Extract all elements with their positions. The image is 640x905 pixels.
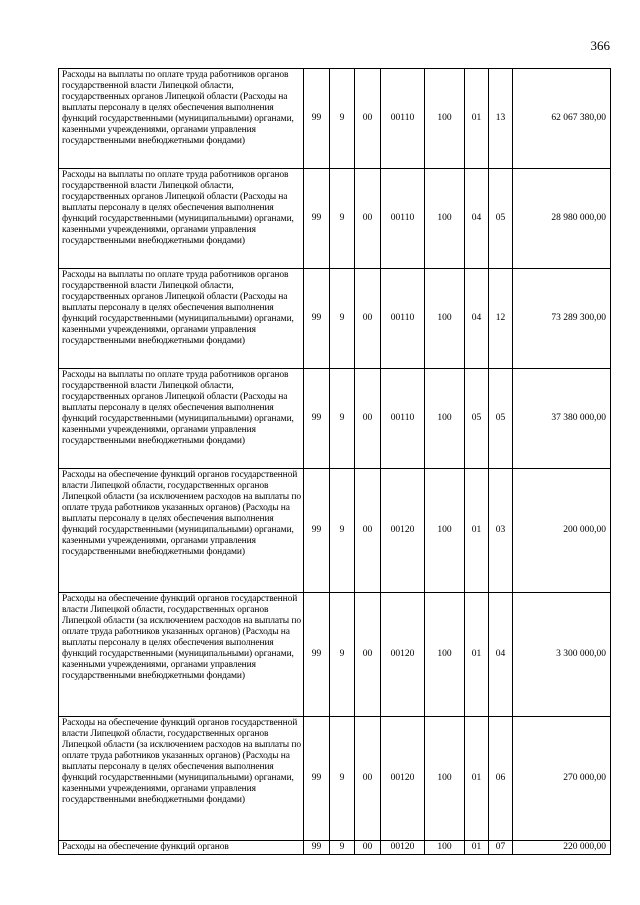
expense-type-code: 100 (425, 717, 465, 841)
row-description: Расходы на обеспечение функций органов государственной власти Липецкой области, государственных органов Липецкой области (за исключением расходов на выплаты по оплате труда работников указанных органов) (Расходы на выплаты персоналу в целях обеспечения выполнения функций государственными (муниципальными) органами, казенными учреждениями, органами управления государственными внебюджетными фондами) (59, 717, 304, 841)
subprogram-code: 9 (330, 593, 355, 717)
direction-code: 00120 (381, 593, 425, 717)
direction-code: 00110 (381, 369, 425, 469)
subprogram-code: 9 (330, 841, 355, 855)
direction-code: 00110 (381, 169, 425, 269)
subprogram-code: 9 (330, 717, 355, 841)
table-row (59, 841, 611, 855)
row-description: Расходы на обеспечение функций органов государственной власти Липецкой области, государственных органов Липецкой области (за исключением расходов на выплаты по оплате труда работников указанных органов) (Расходы на выплаты персоналу в целях обеспечения выполнения функций государственными (муниципальными) органами, казенными учреждениями, органами управления государственными внебюджетными фондами) (59, 469, 304, 593)
amount: 3 300 000,00 (513, 593, 611, 717)
table-row (59, 69, 611, 169)
amount: 37 380 000,00 (513, 369, 611, 469)
table-row (59, 593, 611, 717)
main-event-code: 00 (355, 69, 381, 169)
main-event-code: 00 (355, 269, 381, 369)
subprogram-code: 9 (330, 169, 355, 269)
subsection-code: 03 (489, 469, 513, 593)
subprogram-code: 9 (330, 69, 355, 169)
amount: 28 980 000,00 (513, 169, 611, 269)
program-code: 99 (304, 469, 330, 593)
program-code: 99 (304, 69, 330, 169)
program-code: 99 (304, 269, 330, 369)
main-event-code: 00 (355, 841, 381, 855)
main-event-code: 00 (355, 717, 381, 841)
subprogram-code: 9 (330, 369, 355, 469)
program-code: 99 (304, 717, 330, 841)
subprogram-code: 9 (330, 469, 355, 593)
subsection-code: 05 (489, 369, 513, 469)
main-event-code: 00 (355, 469, 381, 593)
expense-type-code: 100 (425, 169, 465, 269)
direction-code: 00110 (381, 69, 425, 169)
main-event-code: 00 (355, 169, 381, 269)
page-number: 366 (590, 38, 610, 53)
row-description: Расходы на обеспечение функций органов (59, 841, 304, 855)
program-code: 99 (304, 369, 330, 469)
main-event-code: 00 (355, 369, 381, 469)
expense-type-code: 100 (425, 469, 465, 593)
expense-type-code: 100 (425, 69, 465, 169)
table-row (59, 469, 611, 593)
row-description: Расходы на обеспечение функций органов государственной власти Липецкой области, государственных органов Липецкой области (за исключением расходов на выплаты по оплате труда работников указанных органов) (Расходы на выплаты персоналу в целях обеспечения выполнения функций государственными (муниципальными) органами, казенными учреждениями, органами управления государственными внебюджетными фондами) (59, 593, 304, 717)
amount: 62 067 380,00 (513, 69, 611, 169)
table-row (59, 269, 611, 369)
row-description: Расходы на выплаты по оплате труда работников органов государственной власти Липецкой области, государственных органов Липецкой области (Расходы на выплаты персоналу в целях обеспечения выполнения функций государственными (муниципальными) органами, казенными учреждениями, органами управления государственными внебюджетными фондами) (59, 269, 304, 369)
subsection-code: 04 (489, 593, 513, 717)
subsection-code: 05 (489, 169, 513, 269)
amount: 270 000,00 (513, 717, 611, 841)
section-code: 01 (465, 469, 489, 593)
main-event-code: 00 (355, 593, 381, 717)
direction-code: 00120 (381, 717, 425, 841)
direction-code: 00120 (381, 841, 425, 855)
expense-type-code: 100 (425, 593, 465, 717)
section-code: 01 (465, 593, 489, 717)
program-code: 99 (304, 593, 330, 717)
expense-type-code: 100 (425, 369, 465, 469)
expense-type-code: 100 (425, 841, 465, 855)
subsection-code: 06 (489, 717, 513, 841)
amount: 200 000,00 (513, 469, 611, 593)
section-code: 01 (465, 717, 489, 841)
section-code: 01 (465, 841, 489, 855)
section-code: 04 (465, 169, 489, 269)
table-row (59, 717, 611, 841)
section-code: 04 (465, 269, 489, 369)
row-description: Расходы на выплаты по оплате труда работников органов государственной власти Липецкой области, государственных органов Липецкой области (Расходы на выплаты персоналу в целях обеспечения выполнения функций государственными (муниципальными) органами, казенными учреждениями, органами управления государственными внебюджетными фондами) (59, 169, 304, 269)
subprogram-code: 9 (330, 269, 355, 369)
table-row (59, 169, 611, 269)
direction-code: 00110 (381, 269, 425, 369)
subsection-code: 12 (489, 269, 513, 369)
amount: 220 000,00 (513, 841, 611, 855)
direction-code: 00120 (381, 469, 425, 593)
amount: 73 289 300,00 (513, 269, 611, 369)
budget-table (58, 68, 611, 855)
table-row (59, 369, 611, 469)
row-description: Расходы на выплаты по оплате труда работников органов государственной власти Липецкой области, государственных органов Липецкой области (Расходы на выплаты персоналу в целях обеспечения выполнения функций государственными (муниципальными) органами, казенными учреждениями, органами управления государственными внебюджетными фондами) (59, 69, 304, 169)
subsection-code: 13 (489, 69, 513, 169)
section-code: 05 (465, 369, 489, 469)
row-description: Расходы на выплаты по оплате труда работников органов государственной власти Липецкой области, государственных органов Липецкой области (Расходы на выплаты персоналу в целях обеспечения выполнения функций государственными (муниципальными) органами, казенными учреждениями, органами управления государственными внебюджетными фондами) (59, 369, 304, 469)
program-code: 99 (304, 169, 330, 269)
section-code: 01 (465, 69, 489, 169)
program-code: 99 (304, 841, 330, 855)
expense-type-code: 100 (425, 269, 465, 369)
subsection-code: 07 (489, 841, 513, 855)
